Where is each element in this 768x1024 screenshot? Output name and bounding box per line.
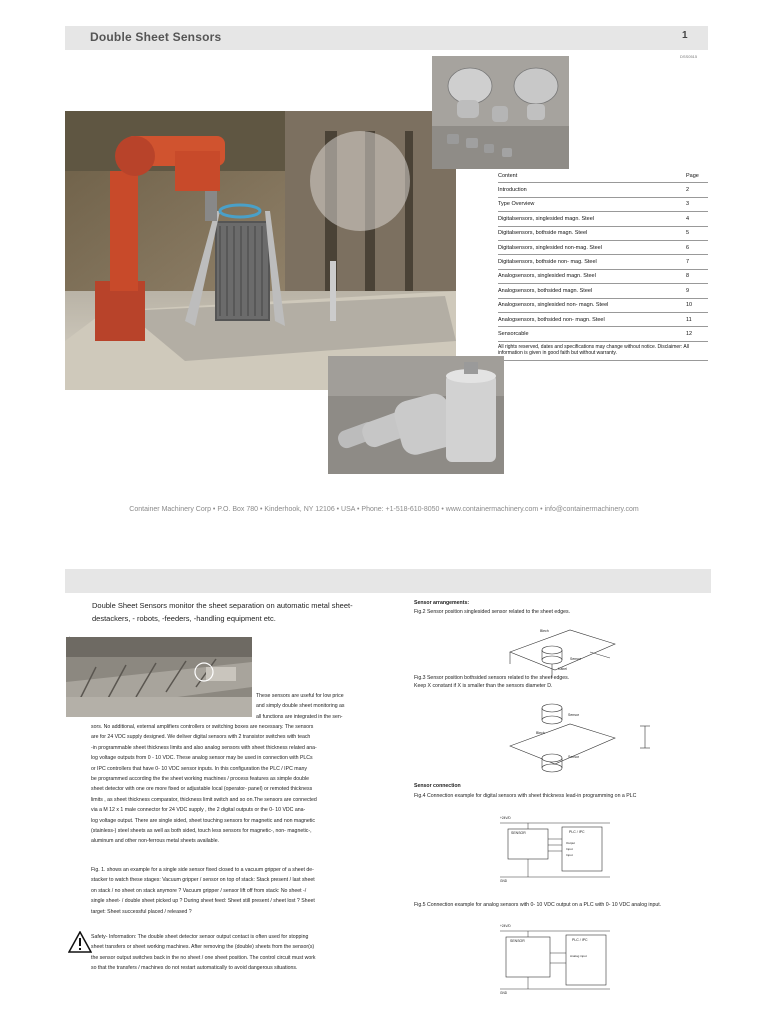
text-line: or IPC controllers that have 0- 10 VDC sensor inputs. In this configuration the PLC / IPC many — [91, 765, 307, 772]
text-line: (stainless-) steel sheets as well as both sided, touch less sensors for magnetic-, non- magnetic-, — [91, 828, 312, 835]
text-line: -in programmable sheet thickness limits and also analog sensors with sheet thickness related ana- — [91, 744, 317, 751]
toc-header-page: Page — [686, 172, 699, 179]
intro-text: Double Sheet Sensors monitor the sheet separation on automatic metal sheet- destackers, - robots, -feeders, -handling equipment etc. — [92, 601, 353, 623]
toc-label: Digitalsensors, bothside magn. Steel — [498, 230, 588, 237]
toc-page: 10 — [686, 302, 693, 309]
page2-header-band — [65, 569, 711, 593]
fig1-destacker-photo — [66, 637, 252, 717]
rights-disclaimer-note: All rights reserved, dates and specifications may change without notice. Disclaimer: All information is given in good faith but without warranty. — [498, 342, 708, 361]
toc-row — [498, 270, 708, 284]
text-line: be programmed according the the sheet working machines / process features as simple double — [91, 776, 309, 783]
text-line: on stack / no sheet on stack anymore ? Vacuum gripper / sensor lift off from stack: No sheet -/ — [91, 887, 307, 894]
fig2-sensor-label: Sensor — [570, 657, 582, 661]
toc-row — [498, 313, 708, 327]
fig4-plc-input-1: Input — [566, 847, 573, 851]
toc-page: 2 — [686, 187, 690, 194]
fig2-blech-label: Blech — [540, 629, 549, 633]
toc-row — [498, 255, 708, 269]
toc-row — [498, 284, 708, 298]
toc-label: Sensorcable — [498, 330, 529, 337]
toc-row — [498, 299, 708, 313]
toc-row — [498, 241, 708, 255]
toc-row — [498, 327, 708, 341]
fig5-sensor-box-label: SENSOR — [510, 939, 525, 943]
document-code: DSS0515 — [680, 54, 698, 59]
toc-label: Type Overview — [498, 201, 535, 208]
sensor-arrangements-title: Sensor arrangements: — [414, 600, 470, 606]
text-line: are for 24 VDC supply designed. We deliver digital sensors with 2 transistor switches with teach — [91, 734, 311, 741]
fig3-caption-2: Keep X constant if X is smaller than the sensors diameter D. — [414, 683, 553, 689]
fig5-plc-label: PLC / IPC — [572, 938, 588, 942]
text-line: so that the transfers / machines do not restart automatically to avoid dangerous situations. — [91, 965, 298, 972]
toc-page: 11 — [686, 316, 692, 323]
company-footer: Container Machinery Corp • P.O. Box 780 • Kinderhook, NY 12106 • USA • Phone: +1-518-610-8050 • www.containermachinery.com • info@containermachinery.com — [129, 506, 639, 513]
toc-row — [498, 227, 708, 241]
toc-header — [498, 169, 708, 183]
text-line: and simply double sheet monitoring as — [256, 703, 345, 710]
fig1-explanation — [91, 865, 401, 917]
text-line: log voltage outputs from 0 - 10 VDC. These analog sensor may be used in connection with PLCs — [91, 755, 313, 762]
text-line: sheet detector with one ore more fixed or adjustable local (operator- panel) or remoted thickness — [91, 786, 313, 793]
toc-label: Digitalsensors, singlesided magn. Steel — [498, 215, 594, 222]
fig4-caption: Fig.4 Connection example for digital sensors with sheet thickness lead-in programming on a PLC — [414, 793, 637, 799]
fig3-sensor-top-label: Sensor — [568, 713, 580, 717]
sensor-connection-title: Sensor connection — [414, 783, 461, 789]
text-line: Fig. 1. shows an example for a single side sensor fixed closed to a vacuum gripper of a sheet de- — [91, 867, 314, 873]
fig4-plc-output: Output — [566, 841, 576, 845]
safety-information — [91, 932, 406, 974]
text-line: log voltage output. There are single sided, sheet touching sensors for magnetic and non magnetic — [91, 817, 315, 824]
fig4-gnd-label: GND — [500, 879, 508, 883]
warning-icon — [68, 931, 92, 958]
toc-page: 4 — [686, 215, 690, 222]
fig3-diagram — [500, 696, 660, 776]
text-line: the sensor output switches back in the no sheet / one sheet position. The control circuit must work — [91, 954, 316, 961]
sensors-photo-small — [432, 56, 569, 169]
table-of-contents — [498, 169, 708, 361]
page-number: 1 — [682, 30, 688, 41]
fig4-plc-input-2: Input — [566, 853, 573, 857]
toc-page: 8 — [686, 273, 690, 280]
toc-label: Digitalsensors, bothside non- mag. Steel — [498, 259, 597, 266]
document-title: Double Sheet Sensors — [90, 30, 222, 44]
toc-page: 9 — [686, 287, 690, 294]
text-line: all functions are integrated in the sen- — [256, 713, 343, 720]
toc-label: Digitalsensors, singlesided non-mag. Steel — [498, 244, 602, 251]
toc-label: Analogsensors, bothsided non- magn. Steel — [498, 316, 605, 323]
fig5-wiring-diagram — [500, 923, 620, 995]
toc-row — [498, 212, 708, 226]
fig3-caption: Fig.3 Sensor position bothsided sensors related to the sheet edges. — [414, 675, 570, 681]
text-line: sheet transfers or sheet working machines. After removing the (double) sheets from the sensor(s) — [91, 944, 315, 951]
toc-page: 7 — [686, 259, 690, 266]
fig3-blech-label: Blech — [536, 731, 545, 735]
sensor-description-intro — [256, 691, 396, 722]
text-line: aluminum and other non-ferrous metal sheets available. — [91, 838, 220, 845]
text-line: target: Sheet successful placed / released ? — [91, 908, 192, 915]
fig4-vplus-label: +24V/D — [500, 816, 511, 820]
text-line: limits , as sheet thickness comparator, thickness limit switch and so on.The sensors are connected — [91, 796, 317, 803]
fig5-vplus-label: +24V/D — [500, 924, 511, 928]
toc-page: 3 — [686, 201, 690, 208]
toc-page: 5 — [686, 230, 690, 237]
text-line: sors. No additional, external amplifiers controllers or switching boxes are necessary. The sensors — [91, 724, 314, 730]
fig2-kabel-label: Kabel — [558, 667, 567, 671]
fig5-gnd-label: GND — [500, 991, 508, 995]
fig5-caption: Fig.5 Connection example for analog sensors with 0- 10 VDC output on a PLC with 0- 10 VDC analog input. — [414, 902, 662, 908]
fig4-wiring-diagram — [500, 815, 620, 883]
toc-row — [498, 183, 708, 197]
fig5-analog-input-label: Analog input — [570, 954, 587, 958]
text-line: via a M 12 x 1 male connector for 24 VDC supply , the 2 digital outputs or the 0- 10 VDC ana- — [91, 807, 306, 814]
toc-page: 6 — [686, 244, 690, 251]
text-line: single sheet- / double sheet picked up ? During sheet feed: Sheet still present / sheet lost ? Sheet — [91, 898, 315, 905]
text-line: These sensors are useful for low price — [256, 693, 344, 699]
fig4-plc-label: PLC / IPC — [569, 830, 585, 834]
text-line: Safety- Information: The double sheet detector sensor output contact is often used for stopping — [91, 934, 309, 940]
fig3-sensor-bottom-label: Sensor — [568, 755, 580, 759]
sensor-description-body — [91, 722, 401, 847]
robot-photo — [65, 111, 456, 390]
toc-header-content: Content — [498, 172, 518, 179]
fig4-sensor-box-label: SENSOR — [511, 831, 526, 835]
toc-label: Analogsensors, singlesided non- magn. Steel — [498, 302, 609, 309]
toc-row — [498, 198, 708, 212]
toc-page: 12 — [686, 330, 693, 337]
fig2-caption: Fig.2 Sensor position singlesided sensor related to the sheet edges. — [414, 609, 571, 615]
sensors-photo-large — [328, 356, 504, 474]
fig2-diagram — [500, 622, 620, 682]
toc-label: Analogsensors, bothsided magn. Steel — [498, 287, 593, 294]
toc-label: Analogsensors, singlesided magn. Steel — [498, 273, 596, 280]
text-line: stacker to watch these stages: Vacuum gripper / sensor on top of stack: Stack present / last sheet — [91, 877, 315, 884]
toc-label: Introduction — [498, 187, 527, 194]
